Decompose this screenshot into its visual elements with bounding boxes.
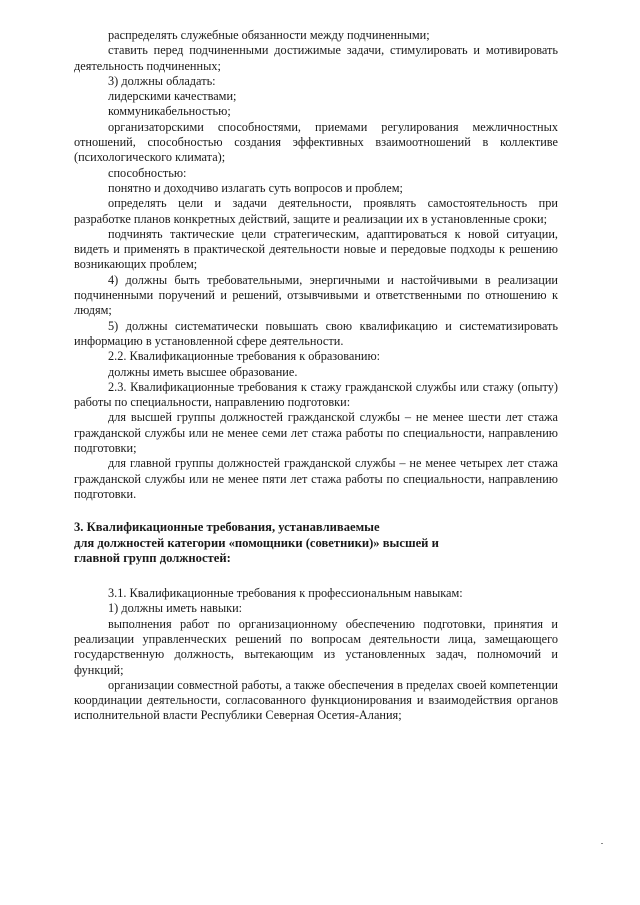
paragraph: организаторскими способностями, приемами регулирования межличностных отношений, способностью создания эффективных взаимоотношений в коллективе (психологического климата); [74, 119, 558, 165]
section-heading-line: 3. Квалификационные требования, устанавливаемые [74, 520, 380, 535]
paragraph: определять цели и задачи деятельности, проявлять самостоятельность при разработке планов конкретных действий, защите и реализации их в установленные сроки; [74, 196, 558, 226]
paragraph: 3.1. Квалификационные требования к профессиональным навыкам: [108, 586, 463, 601]
paragraph: 2.2. Квалификационные требования к образованию: [108, 349, 381, 364]
scan-speck [601, 843, 603, 844]
paragraph: выполнения работ по организационному обеспечению подготовки, принятия и реализации управленческих решений по вопросам деятельности лица, замещающего государственную должность, вытекающим из установленных задач, полномочий и функций; [74, 616, 558, 677]
document-body [74, 28, 558, 724]
paragraph: 4) должны быть требовательными, энергичными и настойчивыми в реализации подчиненными поручений и решений, отзывчивыми и ответственными по отношению к людям; [74, 272, 558, 318]
paragraph: для главной группы должностей гражданской службы – не менее четырех лет стажа гражданской службы или не менее пяти лет стажа работы по специальности, направлению подготовки. [74, 456, 558, 501]
paragraph: для высшей группы должностей гражданской службы – не менее шести лет стажа гражданской службы или не менее семи лет стажа работы по специальности, направлению подготовки; [74, 410, 558, 456]
paragraph: коммуникабельностью; [108, 104, 231, 119]
paragraph: распределять служебные обязанности между подчиненными; [108, 28, 430, 42]
paragraph: должны иметь высшее образование. [108, 364, 298, 379]
paragraph: ставить перед подчиненными достижимые задачи, стимулировать и мотивировать деятельность подчиненных; [74, 43, 558, 73]
paragraph: организации совместной работы, а также обеспечения в пределах своей компетенции координации деятельности, согласованного функционирования и взаимодействия органов исполнительной власти Республики Северная Осетия-Алания; [74, 677, 558, 723]
paragraph: лидерскими качествами; [108, 89, 237, 104]
section-heading-line: главной групп должностей: [74, 550, 231, 565]
paragraph: 1) должны иметь навыки: [108, 601, 243, 616]
paragraph: 3) должны обладать: [108, 73, 216, 88]
paragraph: 2.3. Квалификационные требования к стажу гражданской службы или стажу (опыту) работы по специальности, направлению подготовки: [74, 379, 558, 410]
paragraph: 5) должны систематически повышать свою квалификацию и систематизировать информацию в установленной сфере деятельности. [74, 318, 558, 348]
paragraph: способностью: [108, 165, 187, 180]
paragraph: подчинять тактические цели стратегическим, адаптироваться к новой ситуации, видеть и применять в практической деятельности новые и передовые подходы к решению возникающих проблем; [74, 226, 558, 272]
section-heading [74, 520, 558, 566]
paragraph: понятно и доходчиво излагать суть вопросов и проблем; [108, 180, 403, 195]
section-heading-line: для должностей категории «помощники (советники)» высшей и [74, 535, 439, 550]
